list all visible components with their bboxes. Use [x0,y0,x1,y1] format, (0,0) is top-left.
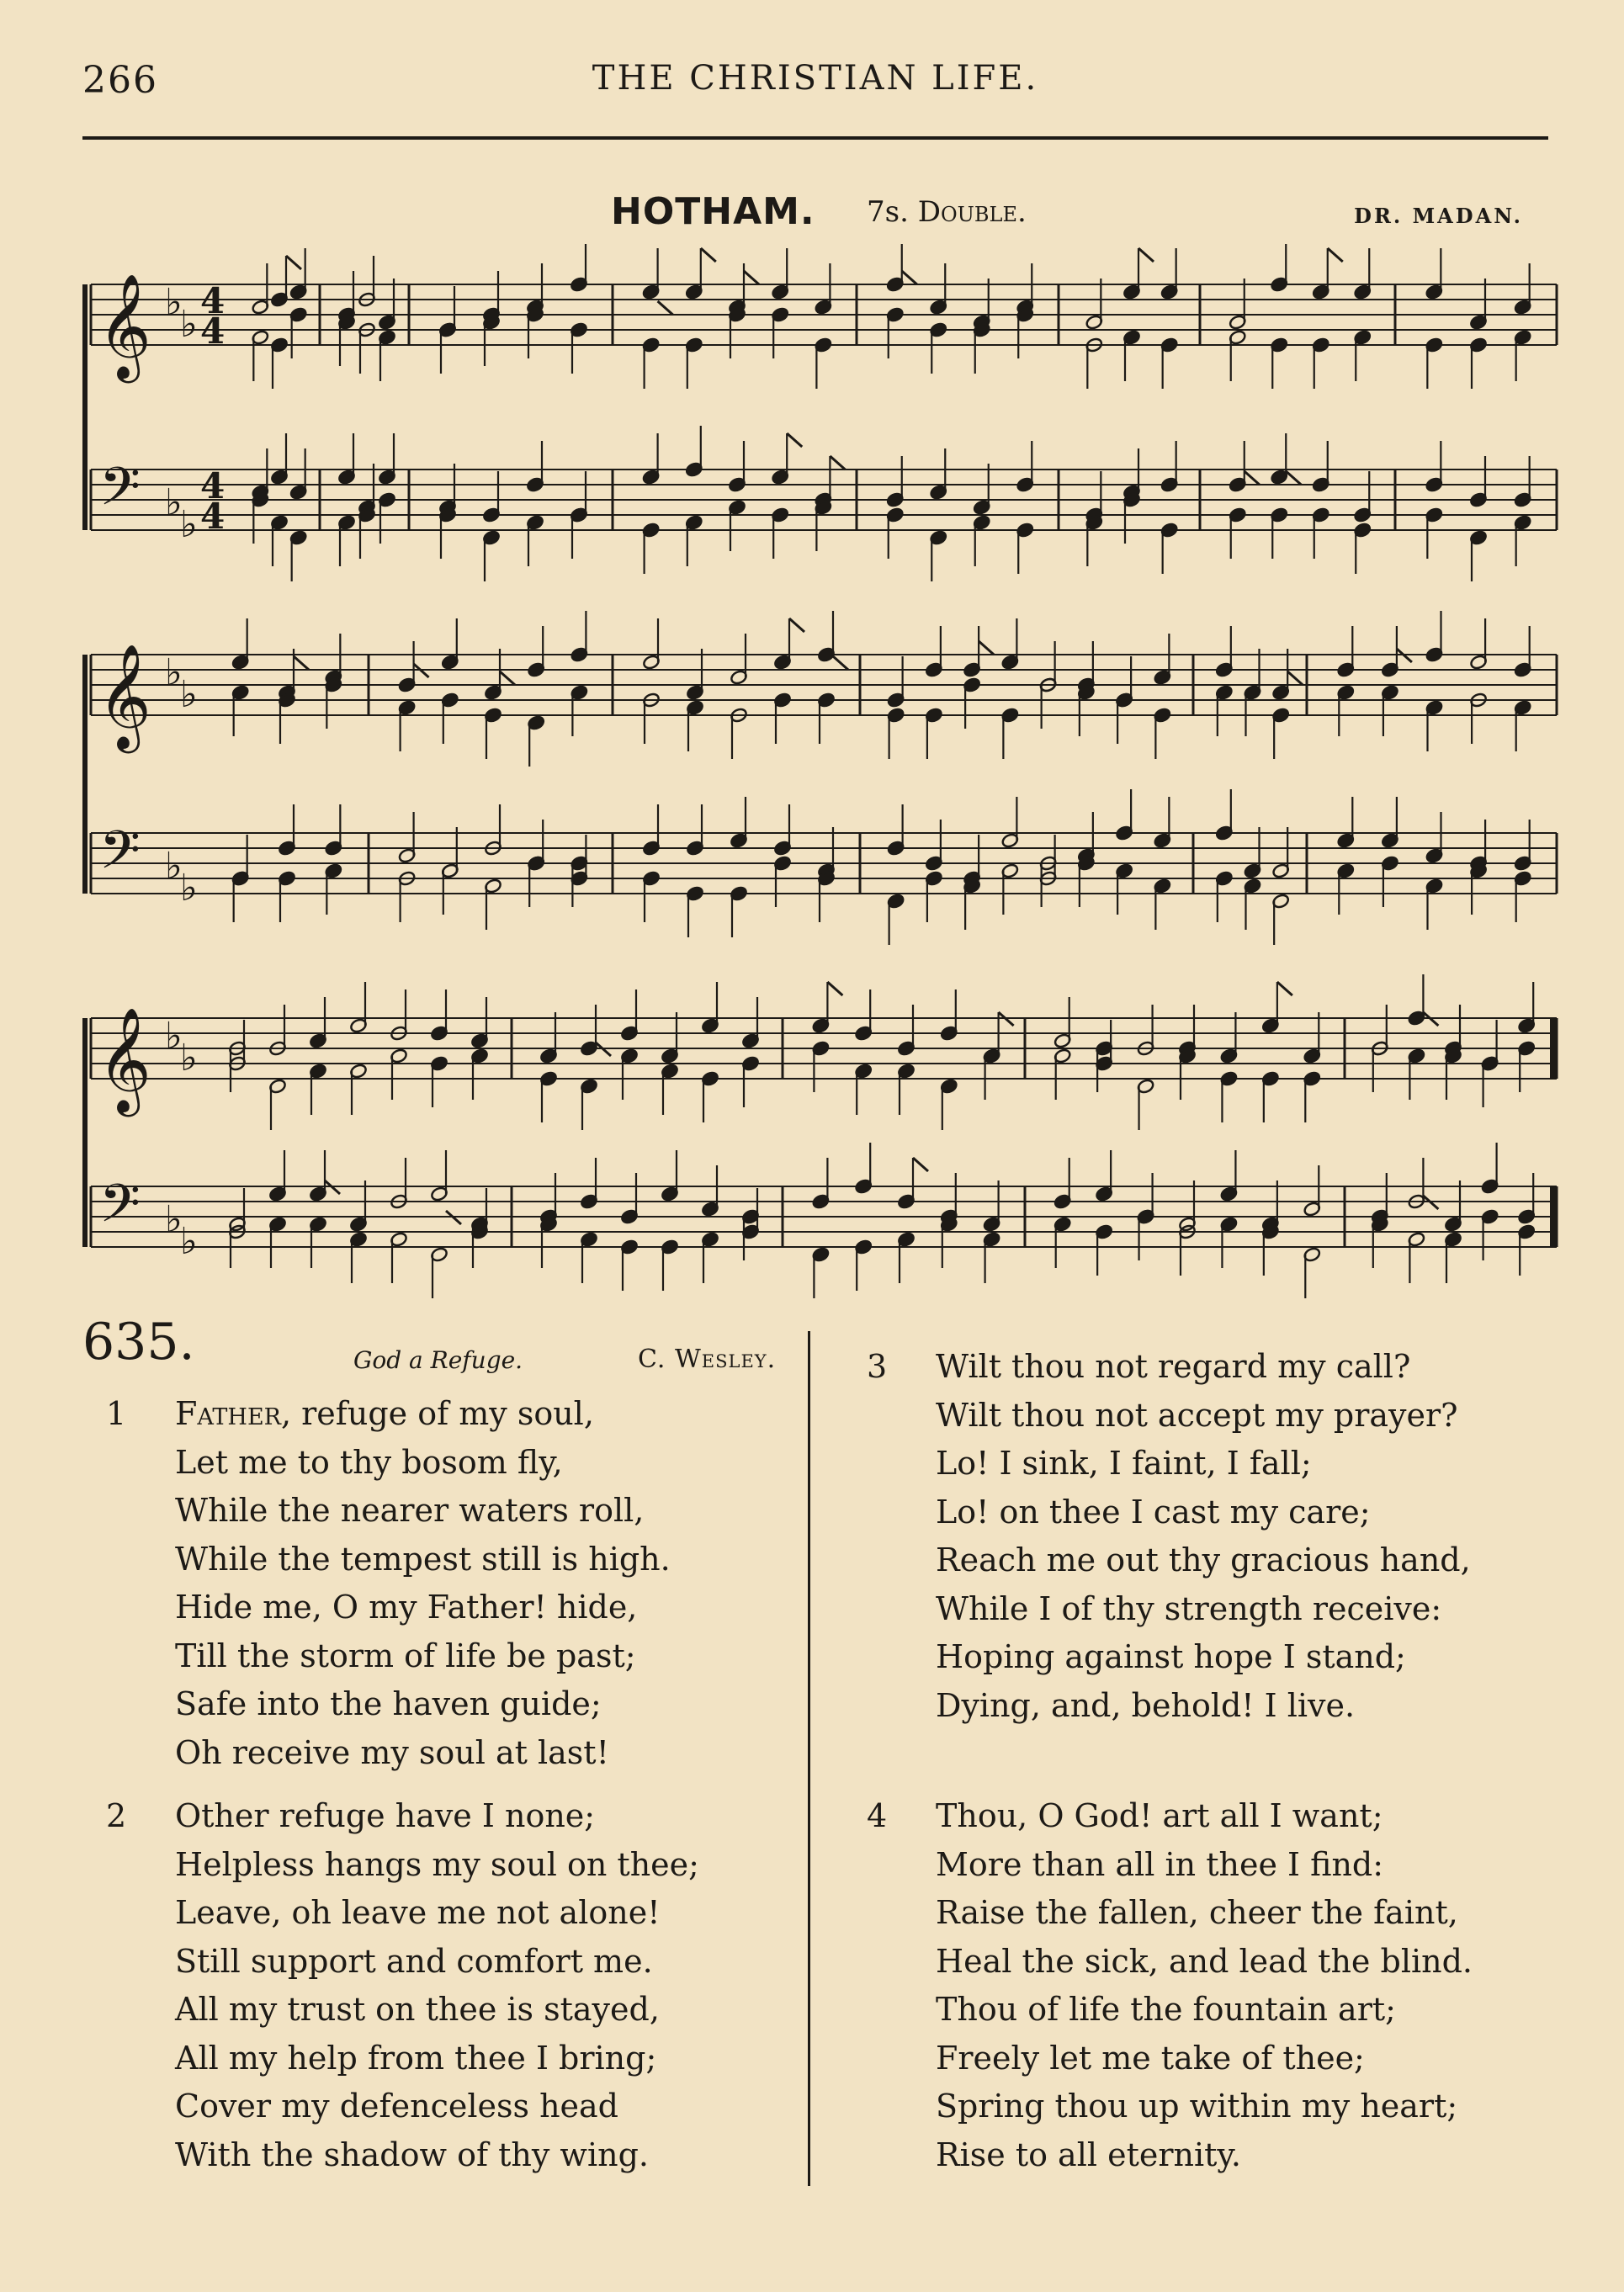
stanza-line: Still support and comfort me. [175,1942,653,1980]
hymn-author [638,1345,776,1374]
treble-clef-icon: 𝄞 [98,273,151,379]
music-notation [82,244,1563,1313]
note-flag [830,456,845,470]
note-flag [902,271,917,284]
flat-sign-icon: ♭ [180,303,198,346]
note-flag [1287,671,1303,685]
stanza-line [175,1390,671,1439]
stanza-line: While I of thy strength receive: [936,1589,1442,1627]
stanza-line: Rise to all eternity. [936,2135,1241,2173]
hymn-subtitle: God a Refuge. [353,1346,523,1374]
hymn-author-initial: C. [638,1345,675,1374]
tune-heading [82,190,1548,241]
stanza-number: 4 [867,1797,888,1834]
stanza-first-word: Father, [175,1395,292,1432]
stanza-number: 3 [867,1348,888,1385]
stanza-1 [106,1390,671,1777]
system-bracket [82,1018,88,1247]
stanza-line: Oh receive my soul at last! [175,1733,609,1771]
stanza-line: Thou, O God! art all I want; [936,1797,1383,1834]
note-flag [701,248,716,262]
stanza-line: Cover my defenceless head [175,2088,619,2125]
flat-sign-icon: ♭ [180,1037,198,1080]
stanza-line: Raise the fallen, cheer the faint, [936,1894,1458,1931]
final-barline [1550,1018,1557,1079]
running-title: THE CHRISTIAN LIFE. [592,59,1039,98]
bass-clef-icon: 𝄢 [99,455,141,530]
stanza-line: All my help from thee I bring; [175,2039,657,2077]
bass-clef-icon: 𝄢 [99,819,141,894]
tune-composer: DR. MADAN. [1354,204,1523,228]
flat-sign-icon: ♭ [165,1015,183,1058]
hymn-635 [82,1313,1548,2238]
stanza-line: Let me to thy bosom fly, [175,1443,563,1481]
note-flag [1328,248,1343,262]
note-flag [789,618,804,632]
stanza-line: Safe into the haven guide; [175,1685,602,1722]
time-signature-digit: 4 [200,280,226,321]
stanza-line: Leave, oh leave me not alone! [175,1894,661,1931]
note-flag [1286,471,1301,485]
note-flag [979,641,994,655]
note-flag [294,656,309,670]
stanza-line: While the nearer waters roll, [175,1492,645,1529]
note-flag [286,256,301,269]
note-flag [827,982,842,995]
flat-sign-icon: ♭ [180,867,198,910]
stanza-line: Heal the sick, and lead the blind. [936,1942,1473,1980]
tune-meter-count: 7s. [867,195,918,229]
tune-name: HOTHAM. [611,190,815,233]
stanza-line: Other refuge have I none; [175,1797,596,1834]
flat-sign-icon: ♭ [165,1198,183,1241]
note-flag [500,671,515,685]
note-flag [913,1158,928,1171]
stanza-3 [867,1343,1471,1730]
stanza-line: More than all in thee I find: [936,1845,1384,1883]
note-flag [787,433,802,447]
bass-clef-icon: 𝄢 [99,1172,141,1247]
stanza-line: While the tempest still is high. [175,1540,671,1578]
running-header [82,59,1548,118]
stanza-line: Hide me, O my Father! hide, [175,1589,638,1626]
stanza-line: Spring thou up within my heart; [936,2088,1458,2125]
flat-sign-icon: ♭ [180,673,198,716]
stanza-line: Wilt thou not regard my call? [936,1348,1411,1385]
stanza-line: Till the storm of life be past; [175,1637,636,1674]
note-flag [833,656,848,670]
header-rule [82,136,1548,140]
note-flag [744,271,759,284]
stanza-line: Freely let me take of thee; [936,2039,1365,2077]
treble-clef-icon: 𝄞 [98,1007,151,1112]
stanza-2 [106,1792,699,2179]
system-bracket [82,284,88,530]
page-number: 266 [82,59,158,102]
tune-meter-word: Double. [917,195,1027,229]
time-signature-digit: 4 [200,496,226,537]
time-signature-digit: 4 [200,310,226,352]
hymn-number: 635. [82,1313,195,1371]
note-flag [658,301,673,315]
hymn-author-name: Wesley. [674,1345,777,1374]
stanza-line: Thou of life the fountain art; [936,1991,1396,2028]
stanza-line: Reach me out thy gracious hand, [936,1541,1471,1578]
tune-meter [867,195,1027,229]
stanza-number: 1 [106,1395,127,1432]
stanza-first-line-rest: refuge of my soul, [291,1395,594,1432]
flat-sign-icon: ♭ [165,651,183,694]
note-flag [1277,982,1292,995]
stanza-number: 2 [106,1797,127,1834]
time-signature-digit: 4 [200,465,226,507]
music-score [82,244,1563,1313]
stanza-line: Wilt thou not accept my prayer? [936,1396,1458,1434]
stanza-line: With the shadow of thy wing. [175,2135,649,2173]
flat-sign-icon: ♭ [165,845,183,888]
flat-sign-icon: ♭ [165,481,183,524]
stanza-4 [867,1792,1473,2179]
stanza-line: Dying, and, behold! I live. [936,1686,1356,1724]
column-divider [808,1331,810,2186]
stanza-line: Lo! on thee I cast my care; [936,1493,1371,1531]
note-flag [1138,248,1154,262]
system-bracket [82,655,88,894]
flat-sign-icon: ♭ [165,281,183,324]
stanza-line: All my trust on thee is stayed, [175,1991,660,2028]
stanza-line: Lo! I sink, I faint, I fall; [936,1445,1312,1482]
treble-clef-icon: 𝄞 [98,644,151,749]
note-flag [1245,471,1260,485]
stanza-line: Helpless hangs my soul on thee; [175,1845,699,1883]
final-barline [1550,1186,1557,1247]
flat-sign-icon: ♭ [180,1220,198,1263]
flat-sign-icon: ♭ [180,503,198,546]
stanza-line: Hoping against hope I stand; [936,1638,1406,1675]
